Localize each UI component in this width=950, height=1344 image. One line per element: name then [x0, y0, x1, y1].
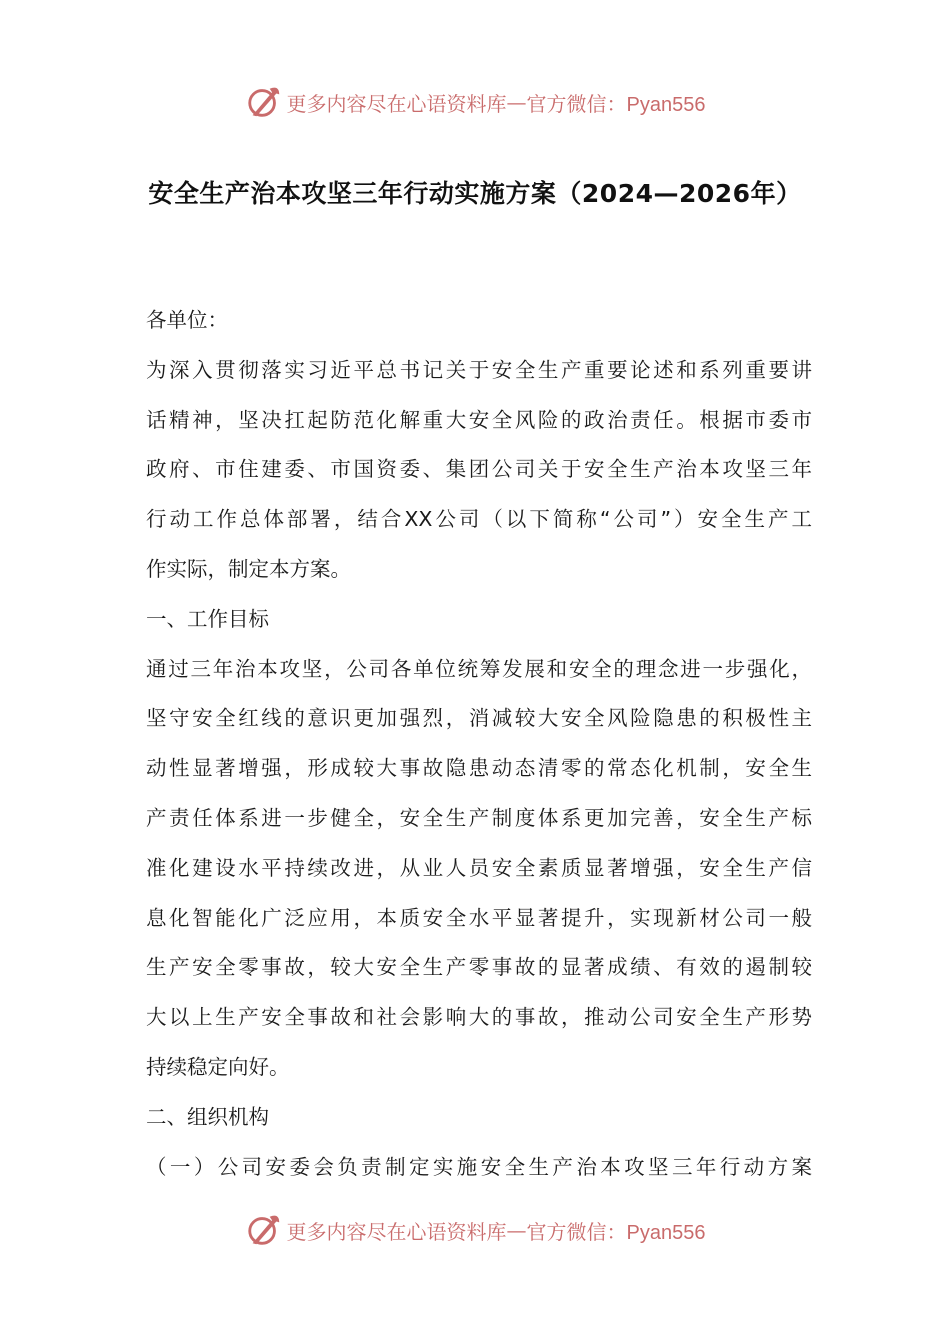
body-line: 话精神，坚决扛起防范化解重大安全风险的政治责任。根据市委市	[146, 407, 812, 432]
document-body	[146, 296, 812, 1192]
body-line: 行动工作总体部署，结合XX公司（以下简称“公司”）安全生产工	[146, 507, 812, 532]
banner-separator: —	[506, 90, 527, 114]
document-title: 安全生产治本攻坚三年行动实施方案（2024—2026年）	[148, 179, 802, 208]
banner-text: 更多内容尽在心语资料库	[286, 1219, 507, 1244]
body-line: 产责任体系进一步健全，安全生产制度体系更加完善，安全生产标	[146, 805, 812, 830]
quill-logo-icon	[245, 1211, 283, 1249]
section-heading: 二、组织机构	[146, 1104, 269, 1129]
banner-contact: 官方微信：Pyan556	[526, 93, 706, 116]
section-heading: 一、工作目标	[146, 606, 269, 631]
body-line: 作实际，制定本方案。	[146, 556, 351, 581]
body-line: 生产安全零事故，较大安全生产零事故的显著成绩、有效的遏制较	[146, 955, 812, 980]
body-line: 持续稳定向好。	[146, 1054, 290, 1079]
banner-text: 更多内容尽在心语资料库	[286, 91, 507, 116]
body-line: 通过三年治本攻坚，公司各单位统筹发展和安全的理念进一步强化，	[146, 656, 812, 681]
footer-watermark-banner	[0, 1208, 950, 1252]
banner-contact: 官方微信：Pyan556	[526, 1221, 706, 1244]
body-line: 大以上生产安全事故和社会影响大的事故，推动公司安全生产形势	[146, 1005, 812, 1030]
salutation-line: 各单位：	[146, 308, 228, 332]
body-line: 动性显著增强，形成较大事故隐患动态清零的常态化机制，安全生	[146, 756, 812, 781]
quill-logo-icon	[245, 83, 283, 121]
body-line: 为深入贯彻落实习近平总书记关于安全生产重要论述和系列重要讲	[146, 357, 812, 382]
body-line: 息化智能化广泛应用，本质安全水平显著提升，实现新材公司一般	[146, 905, 812, 930]
header-watermark-banner	[0, 80, 950, 124]
body-line: 政府、市住建委、市国资委、集团公司关于安全生产治本攻坚三年	[146, 457, 812, 482]
banner-separator: —	[506, 1218, 527, 1242]
subsection-line: （一）公司安委会负责制定实施安全生产治本攻坚三年行动方案	[146, 1154, 812, 1179]
body-line: 准化建设水平持续改进，从业人员安全素质显著增强，安全生产信	[146, 855, 812, 880]
body-line: 坚守安全红线的意识更加强烈，消减较大安全风险隐患的积极性主	[146, 706, 812, 731]
